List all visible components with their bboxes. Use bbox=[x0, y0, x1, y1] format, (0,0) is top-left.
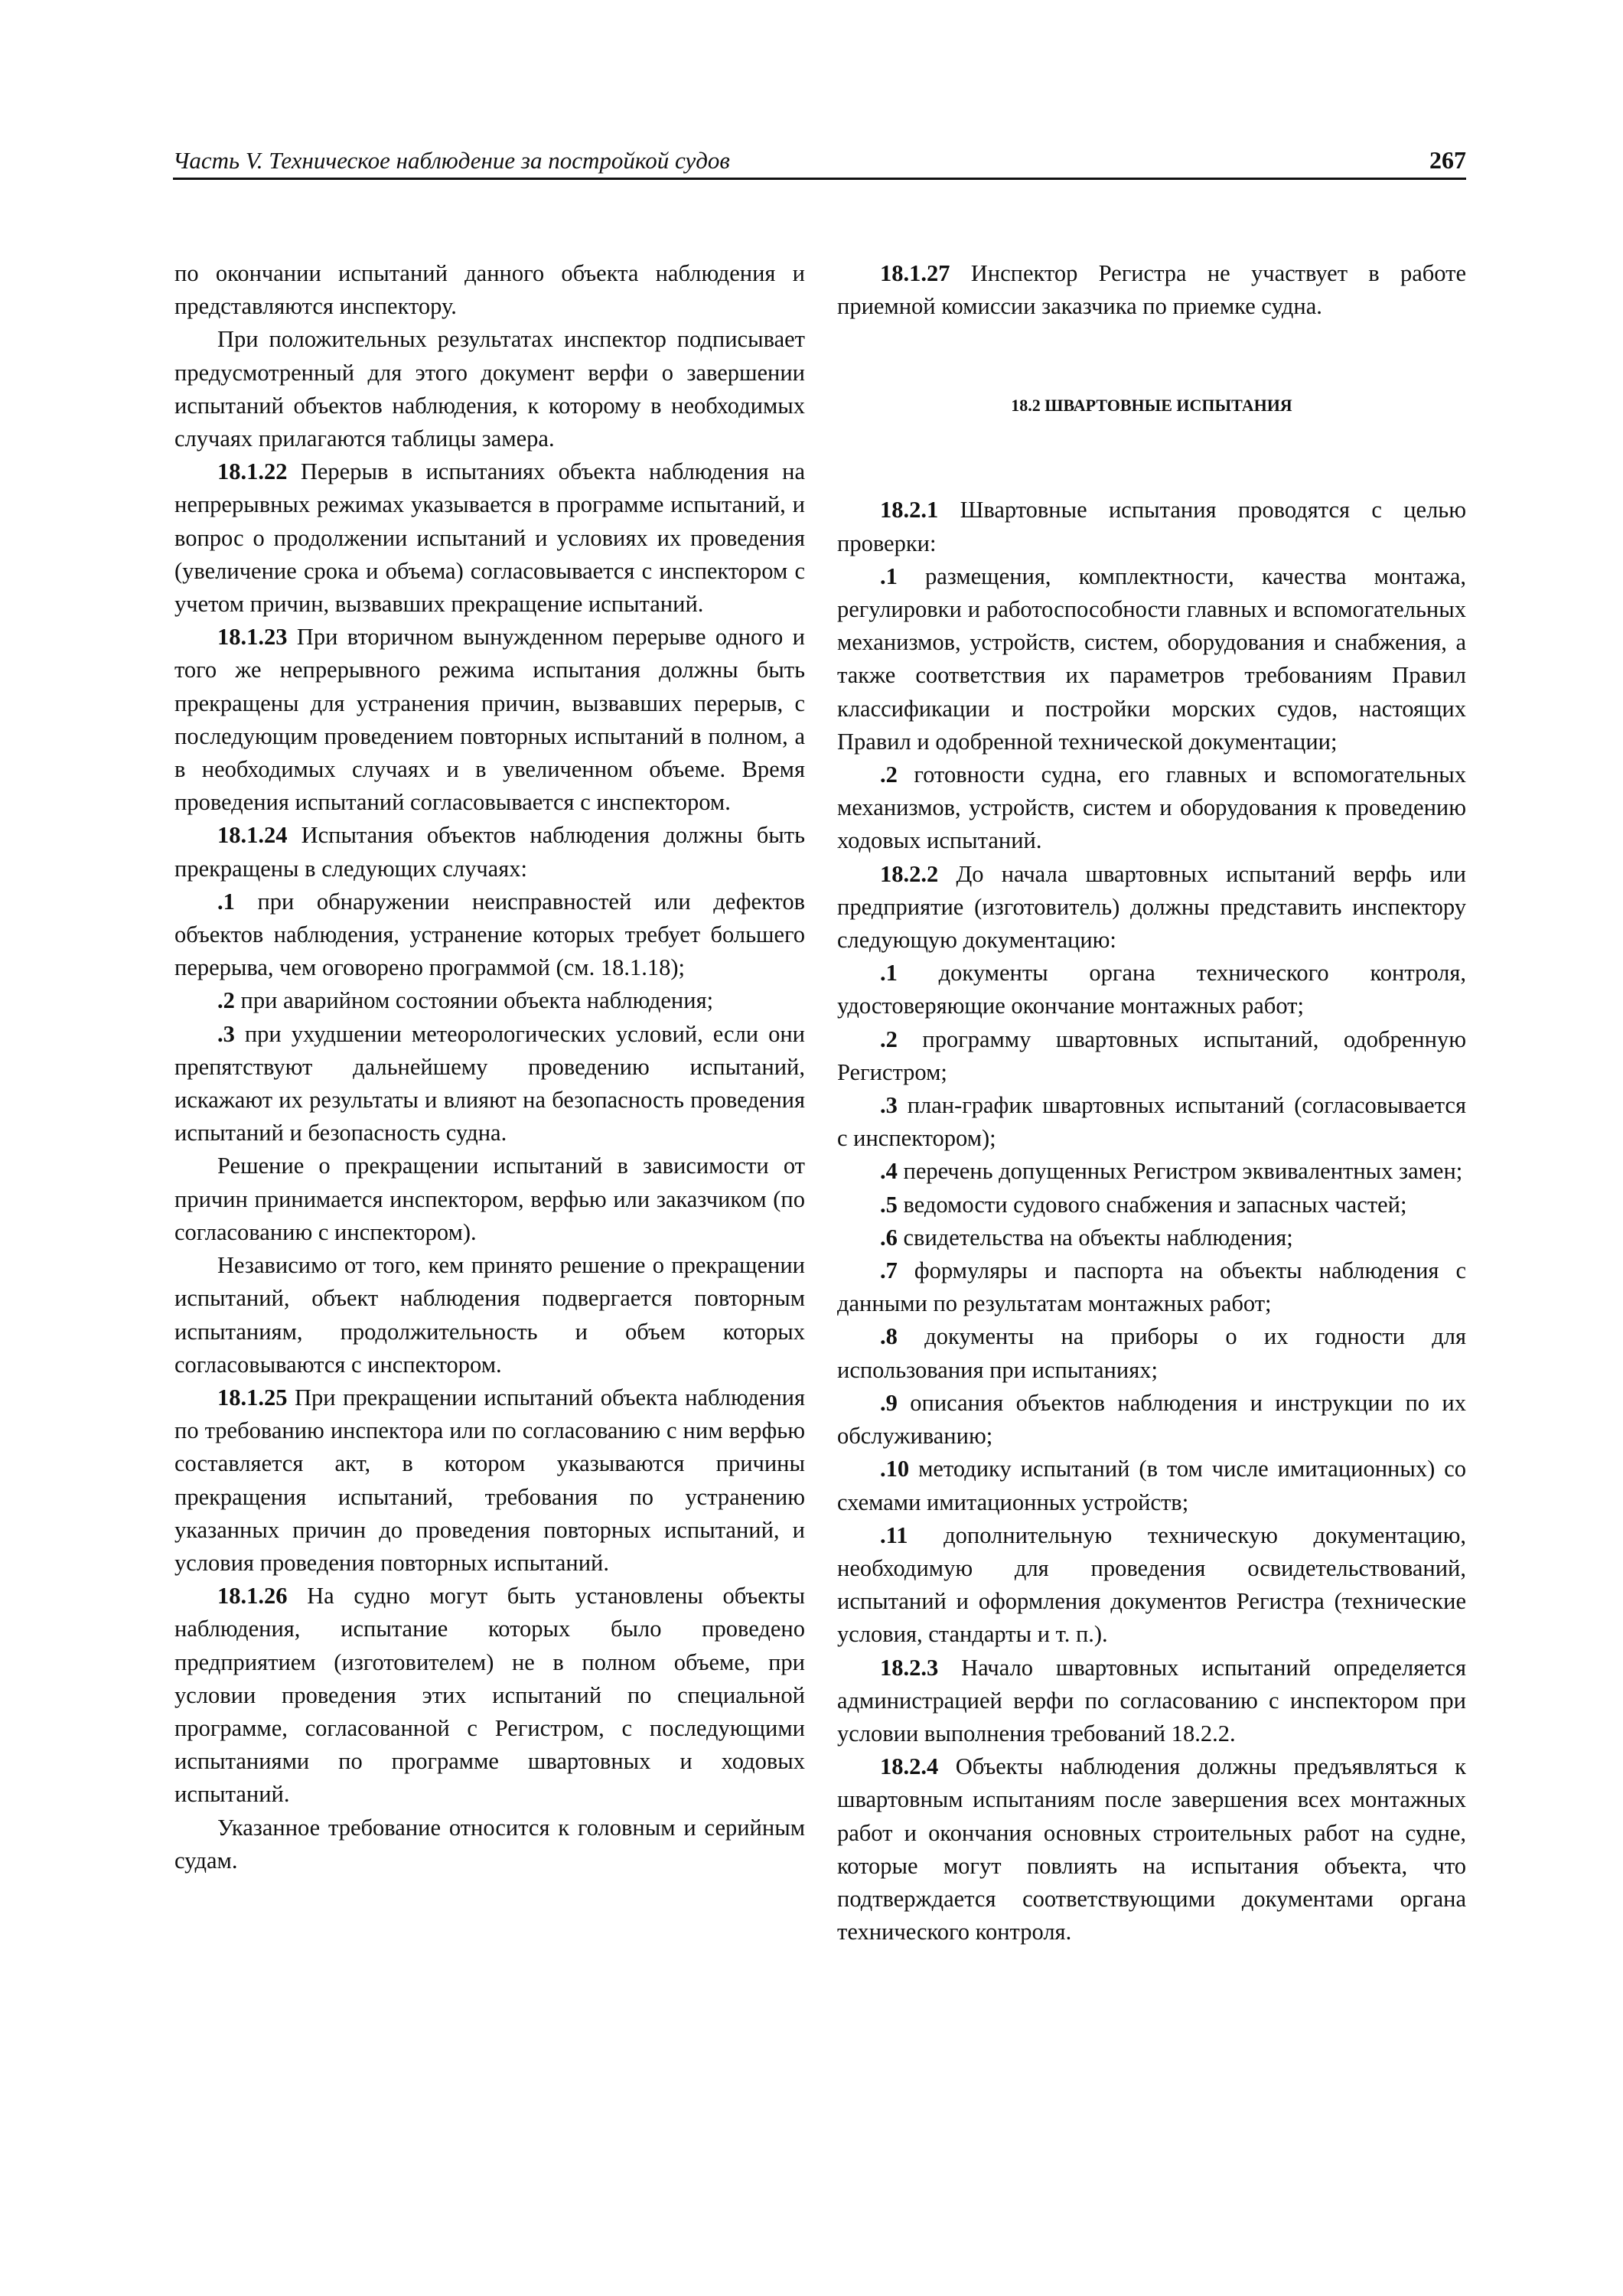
paragraph-text: Объекты наблюдения должны предъявляться к швартовным испытаниям после завершения всех монтажных работ и окончания основных строительных работ на судне, которые могут повлиять на испытания объекта, что подтверждается соответствующими документами органа технического контроля. bbox=[837, 1753, 1466, 1945]
clause-number: 18.2.3 bbox=[880, 1654, 939, 1681]
clause-number: .9 bbox=[880, 1389, 898, 1416]
paragraph bbox=[174, 1812, 805, 1877]
paragraph bbox=[837, 1453, 1466, 1518]
paragraph bbox=[837, 1320, 1466, 1386]
clause-number: .1 bbox=[217, 888, 235, 915]
clause-number: 18.2.1 bbox=[880, 497, 939, 523]
clause-number: .6 bbox=[880, 1224, 898, 1251]
clause-number: .3 bbox=[880, 1092, 898, 1119]
paragraph-text: ведомости судового снабжения и запасных частей; bbox=[897, 1191, 1407, 1218]
paragraph-text: при аварийном состоянии объекта наблюдения; bbox=[234, 987, 714, 1014]
paragraph bbox=[837, 1089, 1466, 1155]
header-title: Часть V. Техническое наблюдение за постройкой судов bbox=[173, 147, 730, 174]
paragraph bbox=[837, 1519, 1466, 1652]
paragraph-text: перечень допущенных Регистром эквивалентных замен; bbox=[897, 1158, 1463, 1185]
clause-number: .4 bbox=[880, 1158, 898, 1185]
paragraph-text: по окончании испытаний данного объекта наблюдения и представляются инспектору. bbox=[174, 260, 805, 320]
clause-number: .7 bbox=[880, 1257, 898, 1284]
paragraph bbox=[837, 1750, 1466, 1949]
paragraph-text: Перерыв в испытаниях объекта наблюдения на непрерывных режимах указывается в программе испытаний, и вопрос о продолжении испытаний и условиях их проведения (увеличение срока и объема) согласовывается с инспектором с учетом причин, вызвавших прекращение испытаний. bbox=[174, 458, 805, 618]
clause-number: .1 bbox=[880, 960, 898, 987]
clause-number: 18.1.25 bbox=[217, 1384, 288, 1411]
paragraph bbox=[837, 957, 1466, 1022]
paragraph-text: До начала швартовных испытаний верфь или предприятие (изготовитель) должны представить инспектору следующую документацию: bbox=[837, 860, 1466, 954]
paragraph bbox=[837, 1189, 1466, 1221]
clause-number: 18.2.4 bbox=[880, 1753, 939, 1780]
paragraph bbox=[174, 1249, 805, 1381]
paragraph bbox=[174, 257, 805, 323]
paragraph bbox=[837, 257, 1466, 323]
paragraph-text: Независимо от того, кем принято решение о прекращении испытаний, объект наблюдения подвергается повторным испытаниям, продолжительность и объем которых согласовываются с инспектором. bbox=[174, 1252, 805, 1378]
paragraph-text: план-график швартовных испытаний (согласовывается с инспектором); bbox=[837, 1092, 1466, 1152]
paragraph bbox=[174, 1580, 805, 1811]
clause-number: .11 bbox=[880, 1521, 908, 1548]
paragraph bbox=[837, 494, 1466, 559]
paragraph bbox=[174, 1381, 805, 1580]
paragraph bbox=[837, 1254, 1466, 1320]
paragraph-text: Начало швартовных испытаний определяется администрацией верфи по согласованию с инспектором при условии выполнения требований 18.2.2. bbox=[837, 1654, 1466, 1746]
paragraph-text: На судно могут быть установлены объекты наблюдения, испытание которых было проведено предприятием (изготовителем) не в полном объеме, при условии проведения этих испытаний по специальной программе, согласованной с Регистром, с последующими испытаниями по программе швартовных и ходовых испытаний. bbox=[174, 1583, 805, 1808]
paragraph-text: свидетельства на объекты наблюдения; bbox=[897, 1224, 1293, 1251]
clause-number: 18.1.23 bbox=[217, 624, 288, 651]
paragraph bbox=[837, 858, 1466, 957]
paragraph-text: Швартовные испытания проводятся с целью проверки: bbox=[837, 497, 1466, 556]
paragraph-text: При вторичном вынужденном перерыве одного и того же непрерывного режима испытания должны быть прекращены для устранения причин, вызвавших перерыв, с последующим проведением повторных испытаний в полном, а в необходимых случаях и в увеличенном объеме. Время проведения испытаний согласовывается с инспектором. bbox=[174, 624, 805, 816]
clause-number: .8 bbox=[880, 1323, 898, 1350]
paragraph bbox=[174, 885, 805, 985]
clause-number: .2 bbox=[217, 987, 235, 1014]
paragraph-text: дополнительную техническую документацию, необходимую для проведения освидетельствований, испытаний и оформления документов Регистра (технические условия, стандарты и т. п.). bbox=[837, 1521, 1466, 1648]
clause-number: .2 bbox=[880, 762, 898, 788]
paragraph bbox=[837, 560, 1466, 758]
paragraph bbox=[174, 323, 805, 455]
paragraph-text: описания объектов наблюдения и инструкции по их обслуживанию; bbox=[837, 1389, 1466, 1450]
clause-number: .10 bbox=[880, 1456, 910, 1482]
clause-number: .1 bbox=[880, 563, 898, 589]
paragraph-text: документы на приборы о их годности для использования при испытаниях; bbox=[837, 1323, 1466, 1383]
paragraph-text: при ухудшении метеорологических условий, если они препятствуют дальнейшему проведению испытаний, искажают их результаты и влияют на безопасность проведения испытаний и безопасность судна. bbox=[174, 1020, 805, 1146]
left-column bbox=[174, 257, 805, 1877]
page-number: 267 bbox=[1429, 146, 1466, 174]
paragraph-text: готовности судна, его главных и вспомогательных механизмов, устройств, систем и оборудования к проведению ходовых испытаний. bbox=[837, 762, 1466, 854]
paragraph-text: Указанное требование относится к головным и серийным судам. bbox=[174, 1814, 805, 1874]
paragraph-text: при обнаружении неисправностей или дефектов объектов наблюдения, устранение которых требует большего перерыва, чем оговорено программой (см. 18.1.18); bbox=[174, 888, 805, 981]
clause-number: .5 bbox=[880, 1191, 898, 1218]
paragraph bbox=[174, 1018, 805, 1150]
paragraph-text: Испытания объектов наблюдения должны быть прекращены в следующих случаях: bbox=[174, 822, 805, 882]
paragraph-text: Решение о прекращении испытаний в зависимости от причин принимается инспектором, верфью или заказчиком (по согласованию с инспектором). bbox=[174, 1153, 805, 1245]
running-header bbox=[173, 144, 1466, 180]
clause-number: 18.2.2 bbox=[880, 860, 939, 887]
paragraph bbox=[174, 819, 805, 885]
paragraph bbox=[174, 621, 805, 819]
paragraph-text: формуляры и паспорта на объекты наблюдения с данными по результатам монтажных работ; bbox=[837, 1257, 1466, 1317]
clause-number: 18.1.22 bbox=[217, 458, 288, 485]
clause-number: .3 bbox=[217, 1020, 235, 1047]
paragraph bbox=[837, 1221, 1466, 1254]
clause-number: 18.1.24 bbox=[217, 822, 288, 849]
paragraph bbox=[837, 1155, 1466, 1188]
paragraph bbox=[837, 1023, 1466, 1089]
paragraph bbox=[837, 1652, 1466, 1751]
clause-number: 18.1.27 bbox=[880, 260, 950, 286]
paragraph bbox=[837, 1387, 1466, 1453]
paragraph bbox=[837, 758, 1466, 858]
clause-number: .2 bbox=[880, 1026, 898, 1052]
clause-number: 18.1.26 bbox=[217, 1583, 288, 1609]
right-column bbox=[837, 257, 1466, 1949]
paragraph-text: методику испытаний (в том числе имитационных) со схемами имитационных устройств; bbox=[837, 1456, 1466, 1515]
paragraph-text: Инспектор Регистра не участвует в работе приемной комиссии заказчика по приемке судна. bbox=[837, 260, 1466, 320]
section-heading: 18.2 ШВАРТОВНЫЕ ИСПЫТАНИЯ bbox=[1011, 396, 1292, 416]
paragraph-text: документы органа технического контроля, удостоверяющие окончание монтажных работ; bbox=[837, 960, 1466, 1019]
paragraph bbox=[174, 984, 805, 1017]
paragraph-text: При положительных результатах инспектор подписывает предусмотренный для этого документ верфи о завершении испытаний объектов наблюдения, к которому в необходимых случаях прилагаются таблицы замера. bbox=[174, 326, 805, 452]
paragraph-text: размещения, комплектности, качества монтажа, регулировки и работоспособности главных и вспомогательных механизмов, устройств, систем, оборудования и снабжения, а также соответствия их параметров требованиям Правил классификации и постройки морских судов, настоящих Правил и одобренной технической документации; bbox=[837, 563, 1466, 755]
paragraph bbox=[174, 1150, 805, 1249]
paragraph bbox=[174, 455, 805, 621]
paragraph-text: программу швартовных испытаний, одобренную Регистром; bbox=[837, 1026, 1466, 1085]
paragraph-text: При прекращении испытаний объекта наблюдения по требованию инспектора или по согласованию с ним верфью составляется акт, в котором указываются причины прекращения испытаний, требования по устранению указанных причин до проведения повторных испытаний, и условия проведения повторных испытаний. bbox=[174, 1384, 805, 1576]
